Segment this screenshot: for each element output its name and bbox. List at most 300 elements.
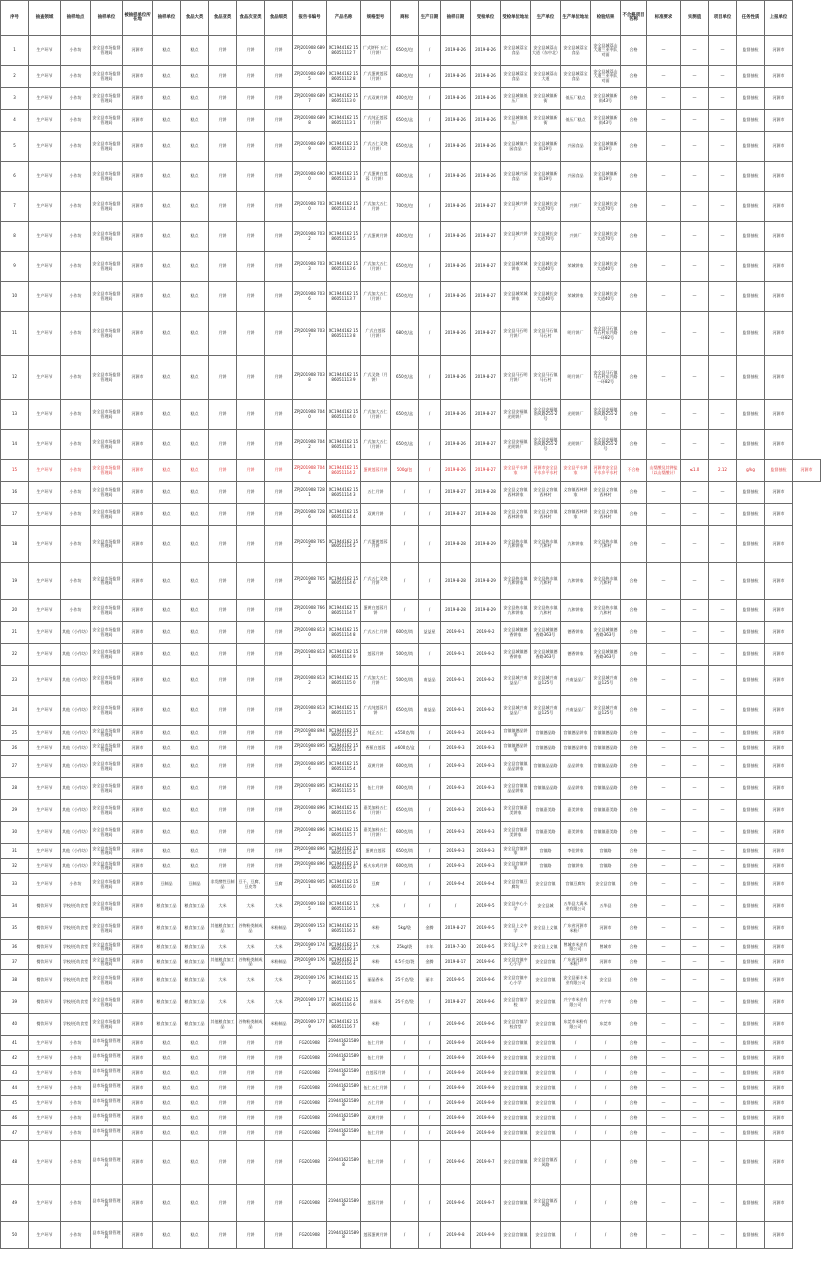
- table-cell: XC1944162 1586051113 6: [327, 252, 361, 282]
- table-cell: —: [681, 896, 709, 918]
- table-cell: ZPJ201909 1771: [293, 992, 327, 1014]
- table-cell: 广式蛋黄莲蓉月饼: [361, 526, 391, 563]
- table-cell: 合格: [621, 696, 647, 726]
- table-cell: 17: [1, 504, 29, 526]
- table-cell: 月饼: [209, 600, 237, 622]
- table-cell: 生产环节: [29, 1051, 61, 1066]
- table-cell: 44: [1, 1081, 29, 1096]
- table-cell: 月饼: [265, 822, 293, 844]
- table-cell: —: [681, 1066, 709, 1081]
- table-row: [1, 504, 821, 526]
- table-cell: 安全县宫镇饼家: [501, 844, 531, 859]
- table-cell: 大米: [237, 896, 265, 918]
- table-cell: 河源市: [765, 430, 793, 460]
- table-cell: 县市场监督管理局: [91, 1111, 123, 1126]
- table-cell: 2019-9-6: [441, 1014, 471, 1036]
- table-cell: 26: [1, 741, 29, 756]
- table-cell: 糕点: [181, 110, 209, 132]
- table-cell: 安全县宫镇镇: [501, 1185, 531, 1222]
- table-cell: 广式白莲蓉（月饼）: [361, 312, 391, 356]
- table-cell: 河源市: [123, 312, 153, 356]
- table-cell: ZPJ201908 7281: [293, 482, 327, 504]
- table-cell: 生产环节: [29, 88, 61, 110]
- table-cell: 广式加大五仁月饼: [361, 192, 391, 222]
- table-cell: 安全县宫镇: [531, 1051, 561, 1066]
- table-cell: 河源市: [123, 622, 153, 644]
- table-cell: —: [709, 1185, 737, 1222]
- table-cell: 生产环节: [29, 726, 61, 741]
- table-cell: —: [647, 526, 681, 563]
- table-cell: 2019-9-6: [471, 992, 501, 1014]
- table-cell: 月饼: [209, 1141, 237, 1185]
- table-cell: 650克/筒: [391, 696, 419, 726]
- table-cell: /: [419, 504, 441, 526]
- table-cell: 广式饼杯 五仁（月饼）: [361, 36, 391, 66]
- table-cell: XC1944162 1586051115 6: [327, 800, 361, 822]
- table-cell: 600克/筒: [391, 859, 419, 874]
- table-cell: 纯正五仁: [361, 726, 391, 741]
- table-cell: 2019-9-3: [441, 756, 471, 778]
- table-cell: 月饼: [265, 1185, 293, 1222]
- table-cell: 月饼: [209, 1036, 237, 1051]
- table-cell: 月饼: [237, 36, 265, 66]
- table-cell: ZPJ201908 6898: [293, 110, 327, 132]
- table-cell: —: [681, 1141, 709, 1185]
- table-cell: 监督抽检: [737, 822, 765, 844]
- table-cell: —: [681, 822, 709, 844]
- table-cell: 伍仁月饼: [361, 1126, 391, 1141]
- table-cell: XC1944162 1586051113 1: [327, 110, 361, 132]
- table-cell: 安全县马石明月饼厂: [501, 356, 531, 400]
- table-cell: —: [709, 622, 737, 644]
- table-cell: 小作坊: [61, 1222, 91, 1249]
- table-cell: ZPJ201908 6895: [293, 66, 327, 88]
- table-cell: 监督抽检: [737, 110, 765, 132]
- table-cell: 监督抽检: [737, 1126, 765, 1141]
- table-cell: 2019-8-17: [441, 955, 471, 970]
- table-cell: 2019-8-26: [441, 88, 471, 110]
- table-cell: —: [647, 312, 681, 356]
- table-cell: —: [647, 504, 681, 526]
- table-cell: 月饼: [237, 460, 265, 482]
- table-cell: 其他粮食加工品: [209, 955, 237, 970]
- table-cell: 安全县热水镇九和村: [531, 526, 561, 563]
- table-cell: /: [391, 563, 419, 600]
- table-cell: 22: [1, 644, 29, 666]
- table-cell: 监督抽检: [737, 400, 765, 430]
- table-cell: XC1944162 1586051113 0: [327, 88, 361, 110]
- table-cell: —: [647, 162, 681, 192]
- column-header: 任务性质: [737, 1, 765, 36]
- table-cell: 合格: [621, 222, 647, 252]
- table-cell: 河源市: [765, 192, 793, 222]
- table-cell: 河源市: [765, 970, 793, 992]
- table-cell: 43: [1, 1066, 29, 1081]
- table-cell: 糕点: [153, 1111, 181, 1126]
- table-cell: 安全县市场监督管理局: [91, 482, 123, 504]
- table-cell: /: [591, 1096, 621, 1111]
- table-cell: —: [647, 430, 681, 460]
- table-cell: 2019-9-9: [441, 1126, 471, 1141]
- table-cell: 广式蛋黄白莲蓉（月饼）: [361, 162, 391, 192]
- table-cell: 月饼: [209, 1081, 237, 1096]
- table-cell: —: [681, 312, 709, 356]
- table-cell: 27: [1, 756, 29, 778]
- table-cell: —: [647, 66, 681, 88]
- table-cell: XC1944162 1586051116 7: [327, 1014, 361, 1036]
- table-cell: 2019-9-1: [441, 644, 471, 666]
- table-cell: 2194416215898: [327, 1126, 361, 1141]
- table-cell: 明月饼厂: [561, 356, 591, 400]
- table-cell: —: [647, 88, 681, 110]
- table-cell: 安全县宫镇中心小学: [501, 970, 531, 992]
- table-cell: 丽晶香米: [361, 970, 391, 992]
- table-cell: 37: [1, 955, 29, 970]
- table-cell: 2019-9-3: [441, 859, 471, 874]
- table-cell: 月饼: [209, 36, 237, 66]
- table-cell: —: [709, 1096, 737, 1111]
- table-cell: 生产环节: [29, 526, 61, 563]
- table-cell: 宫镇德品路: [531, 741, 561, 756]
- table-cell: 河源市: [123, 1081, 153, 1096]
- table-cell: 合格: [621, 800, 647, 822]
- table-cell: 月饼: [209, 66, 237, 88]
- table-cell: 月饼: [209, 1126, 237, 1141]
- table-cell: 糕点: [181, 859, 209, 874]
- table-cell: 生产环节: [29, 1222, 61, 1249]
- table-cell: 广式加大五仁（月饼）: [361, 400, 391, 430]
- table-cell: 29: [1, 800, 29, 822]
- table-cell: /: [419, 992, 441, 1014]
- table-cell: 河源市: [765, 992, 793, 1014]
- table-cell: 安全县市场监督管理局: [91, 874, 123, 896]
- table-cell: 安全县安福镇南风路251-2号: [531, 400, 561, 430]
- table-cell: XC1944162 1586051114 0: [327, 400, 361, 430]
- table-cell: 月饼: [209, 726, 237, 741]
- column-header: 食品细类: [265, 1, 293, 36]
- table-cell: 安全县城兴饼厂: [501, 222, 531, 252]
- table-cell: 米粉制品: [265, 918, 293, 940]
- table-cell: /: [419, 1014, 441, 1036]
- table-cell: —: [647, 800, 681, 822]
- table-cell: 月饼: [265, 356, 293, 400]
- table-cell: 安全县市场监督管理局: [91, 859, 123, 874]
- table-cell: 2019-9-3: [441, 778, 471, 800]
- table-cell: 河源市: [765, 600, 793, 622]
- table-cell: 糕点: [181, 1141, 209, 1185]
- table-cell: —: [647, 282, 681, 312]
- table-cell: 河源市: [123, 252, 153, 282]
- table-cell: 其他（小作坊）: [61, 778, 91, 800]
- table-cell: 宫镇德品饼家: [561, 741, 591, 756]
- table-cell: 豆腐: [361, 874, 391, 896]
- table-cell: 小作坊: [61, 312, 91, 356]
- table-cell: 月饼: [209, 252, 237, 282]
- table-cell: —: [709, 66, 737, 88]
- table-cell: —: [709, 726, 737, 741]
- table-cell: 粮食加工品: [153, 970, 181, 992]
- table-cell: 月饼: [209, 430, 237, 460]
- table-cell: 监督抽检: [737, 526, 765, 563]
- table-cell: 2019-8-29: [471, 563, 501, 600]
- table-cell: 2019-8-29: [471, 526, 501, 563]
- table-cell: XC1944162 1586051113 5: [327, 222, 361, 252]
- table-cell: —: [681, 356, 709, 400]
- table-cell: 县市场监督管理局: [91, 1036, 123, 1051]
- table-cell: 糕点: [181, 1051, 209, 1066]
- table-cell: 监督抽检: [737, 1051, 765, 1066]
- table-cell: 低压厂糕点: [561, 88, 591, 110]
- table-cell: —: [681, 844, 709, 859]
- table-cell: 安全县城荔宝食品: [561, 36, 591, 66]
- table-cell: 月饼: [209, 282, 237, 312]
- table-cell: 月饼: [237, 312, 265, 356]
- table-cell: 安全县市场监督管理局: [91, 644, 123, 666]
- table-cell: 安全县市场监督管理局: [91, 666, 123, 696]
- table-cell: 月饼: [265, 162, 293, 192]
- table-cell: 小作坊: [61, 66, 91, 88]
- table-cell: 月饼: [265, 563, 293, 600]
- table-cell: —: [647, 622, 681, 644]
- table-cell: 监督抽检: [737, 36, 765, 66]
- table-cell: 河源市: [765, 1096, 793, 1111]
- table-cell: 安全县上义镇: [531, 918, 561, 940]
- table-cell: 合格: [621, 756, 647, 778]
- table-cell: 2019-9-3: [471, 859, 501, 874]
- table-cell: 2019-9-6: [441, 1141, 471, 1185]
- table-cell: ZPJ201908 8131: [293, 644, 327, 666]
- table-cell: 监督抽检: [737, 312, 765, 356]
- table-cell: 大米: [265, 970, 293, 992]
- table-cell: 安全县宫镇嘉美饼家: [501, 800, 531, 822]
- table-cell: 2019-9-3: [471, 822, 501, 844]
- table-cell: 糕点: [153, 726, 181, 741]
- table-cell: 监督抽检: [737, 1111, 765, 1126]
- table-cell: 2: [1, 66, 29, 88]
- table-cell: 安全县市场监督管理局: [91, 88, 123, 110]
- table-cell: 学校/托幼食堂: [61, 992, 91, 1014]
- table-cell: 月饼: [237, 644, 265, 666]
- table-cell: 安全县安福镇南风路251-2号: [591, 400, 621, 430]
- table-cell: ZPJ201909 1539: [293, 918, 327, 940]
- table-cell: 其他（小作坊）: [61, 696, 91, 726]
- column-header: 被抽样单位所在地: [123, 1, 153, 36]
- table-cell: 月饼: [265, 1036, 293, 1051]
- table-cell: 监督抽检: [737, 1036, 765, 1051]
- table-cell: 河源市: [123, 504, 153, 526]
- table-cell: 糕点: [153, 192, 181, 222]
- table-cell: 安全县安福镇光明饼厂: [501, 430, 531, 460]
- table-cell: 2019-8-26: [441, 192, 471, 222]
- table-cell: 月饼: [265, 622, 293, 644]
- table-cell: 河源市: [123, 756, 153, 778]
- table-cell: 糕点: [153, 1051, 181, 1066]
- table-cell: 2019-9-5: [471, 940, 501, 955]
- table-cell: 九和饼家: [561, 563, 591, 600]
- table-cell: XC1944162 1586051113 9: [327, 356, 361, 400]
- table-cell: 月饼: [237, 600, 265, 622]
- table-row: [1, 666, 821, 696]
- table-cell: 小作坊: [61, 1081, 91, 1096]
- table-cell: 宫镇路: [591, 844, 621, 859]
- table-cell: 月饼: [265, 756, 293, 778]
- table-cell: 粮食加工品: [153, 940, 181, 955]
- table-cell: /: [591, 1185, 621, 1222]
- column-header: 实测值: [681, 1, 709, 36]
- table-cell: 县市场监督管理局: [91, 1051, 123, 1066]
- table-row: [1, 756, 821, 778]
- table-cell: 广式纯莲蓉月饼: [361, 696, 391, 726]
- table-cell: 安全县市场监督管理局: [91, 563, 123, 600]
- table-cell: 安全县城镇新街19号: [591, 162, 621, 192]
- table-cell: 小作坊: [61, 526, 91, 563]
- table-cell: 大米: [265, 992, 293, 1014]
- table-cell: 学校/托幼食堂: [61, 970, 91, 992]
- table-cell: —: [681, 756, 709, 778]
- table-cell: 河源市: [123, 859, 153, 874]
- table-cell: ZPJ201909 1765: [293, 955, 327, 970]
- table-cell: /: [391, 1066, 419, 1081]
- table-cell: 广式加大五仁（月饼）: [361, 430, 391, 460]
- table-cell: 安全县市场监督管理局: [91, 778, 123, 800]
- table-cell: 25: [1, 726, 29, 741]
- table-cell: 宫镇镇嘉美路: [591, 822, 621, 844]
- table-cell: 生产环节: [29, 622, 61, 644]
- table-cell: /: [419, 1051, 441, 1066]
- table-cell: 豆制品: [153, 874, 181, 896]
- table-cell: 2019-9-9: [471, 1036, 501, 1051]
- table-cell: 36: [1, 940, 29, 955]
- table-cell: 月饼: [209, 1096, 237, 1111]
- table-cell: 糕点: [153, 822, 181, 844]
- table-cell: 县市场监督管理局: [91, 1126, 123, 1141]
- table-cell: 伍仁五仁月饼: [361, 1081, 391, 1096]
- table-cell: 伍仁月饼: [361, 1036, 391, 1051]
- table-cell: 月饼: [209, 132, 237, 162]
- table-cell: 河源市: [765, 110, 793, 132]
- table-cell: 月饼: [209, 482, 237, 504]
- table-cell: —: [647, 1081, 681, 1096]
- table-cell: 月饼: [237, 192, 265, 222]
- table-cell: ZPJ201908 7658: [293, 563, 327, 600]
- table-cell: 金腾: [419, 955, 441, 970]
- table-cell: 河源市: [765, 252, 793, 282]
- table-cell: 伍仁月饼: [361, 1051, 391, 1066]
- table-cell: 月饼: [265, 312, 293, 356]
- table-cell: XC1944162 1586051113 3: [327, 162, 361, 192]
- table-cell: 河源市: [765, 1036, 793, 1051]
- table-row: [1, 844, 821, 859]
- table-cell: 安全县城荔山大道三亚中队对面: [591, 66, 621, 88]
- table-cell: 监督抽检: [737, 970, 765, 992]
- table-cell: 2019-8-27: [471, 312, 501, 356]
- table-cell: 监督抽检: [737, 66, 765, 88]
- table-cell: 2019-9-9: [471, 1111, 501, 1126]
- table-cell: —: [709, 666, 737, 696]
- table-cell: 650克/包: [391, 282, 419, 312]
- table-cell: —: [681, 874, 709, 896]
- table-cell: 河源市: [765, 36, 793, 66]
- table-cell: 安全县宫镇: [531, 1222, 561, 1249]
- table-cell: 生产环节: [29, 192, 61, 222]
- table-cell: 月饼: [265, 1066, 293, 1081]
- table-cell: 安全县市场监督管理局: [91, 741, 123, 756]
- table-cell: 安全县城兴南益125号: [531, 696, 561, 726]
- table-cell: 兴园食品: [561, 162, 591, 192]
- table-cell: 合格: [621, 822, 647, 844]
- table-cell: 合格: [621, 778, 647, 800]
- table-cell: 大米: [265, 896, 293, 918]
- table-cell: 7: [1, 192, 29, 222]
- table-cell: FG201908: [293, 1066, 327, 1081]
- table-cell: 2019-8-26: [471, 36, 501, 66]
- table-cell: —: [647, 192, 681, 222]
- table-cell: 河源市: [123, 844, 153, 859]
- table-cell: 生产环节: [29, 66, 61, 88]
- table-cell: 月饼: [209, 778, 237, 800]
- table-cell: FG201908: [293, 1222, 327, 1249]
- table-cell: —: [709, 1111, 737, 1126]
- table-cell: 安全县宫镇镇品品饼家: [501, 778, 531, 800]
- table-cell: 监督抽检: [737, 778, 765, 800]
- table-cell: —: [681, 66, 709, 88]
- table-row: [1, 312, 821, 356]
- table-cell: 河源市: [591, 955, 621, 970]
- table-cell: 40: [1, 1014, 29, 1036]
- table-cell: 2019-9-5: [441, 970, 471, 992]
- table-cell: 月饼: [265, 666, 293, 696]
- table-cell: 安全县宫镇: [531, 1096, 561, 1111]
- table-cell: 河源市: [765, 940, 793, 955]
- table-cell: 安全县城长安大道40号: [531, 252, 561, 282]
- table-row: [1, 859, 821, 874]
- table-cell: 广式加大五仁月饼: [361, 666, 391, 696]
- table-cell: 月饼: [265, 526, 293, 563]
- table-cell: 安全县宫镇: [531, 1081, 561, 1096]
- table-cell: —: [709, 896, 737, 918]
- table-cell: 月饼: [209, 563, 237, 600]
- table-cell: 广式蛋黄月饼: [361, 222, 391, 252]
- table-cell: 糕点: [181, 1081, 209, 1096]
- table-row: [1, 918, 821, 940]
- table-cell: 2019-9-3: [441, 726, 471, 741]
- table-cell: /: [391, 1141, 419, 1185]
- table-cell: 安全县市场监督管理局: [91, 66, 123, 88]
- table-cell: 糕点: [181, 726, 209, 741]
- table-cell: 糕点: [181, 1111, 209, 1126]
- table-cell: 合格: [621, 666, 647, 696]
- table-cell: 糕点: [153, 1222, 181, 1249]
- table-cell: 月饼: [237, 1066, 265, 1081]
- table-cell: 月饼: [209, 644, 237, 666]
- table-cell: 2019-8-26: [441, 252, 471, 282]
- table-cell: 月饼: [237, 400, 265, 430]
- table-cell: 安全县宫镇镇: [501, 1036, 531, 1051]
- table-cell: 河源市: [123, 955, 153, 970]
- table-cell: 荣城饼家: [561, 282, 591, 312]
- table-cell: 安全县市场监督管理局: [91, 844, 123, 859]
- table-cell: 糕点: [181, 1066, 209, 1081]
- table-cell: 广东省河源市米粉厂: [561, 918, 591, 940]
- header-row: [1, 1, 821, 36]
- column-header: 报告书编号: [293, 1, 327, 36]
- table-cell: 月饼: [237, 1081, 265, 1096]
- table-cell: 宫镇镇品品路: [531, 778, 561, 800]
- table-cell: 大米: [209, 970, 237, 992]
- table-cell: 月饼: [209, 756, 237, 778]
- table-row: [1, 1111, 821, 1126]
- table-cell: 小作坊: [61, 563, 91, 600]
